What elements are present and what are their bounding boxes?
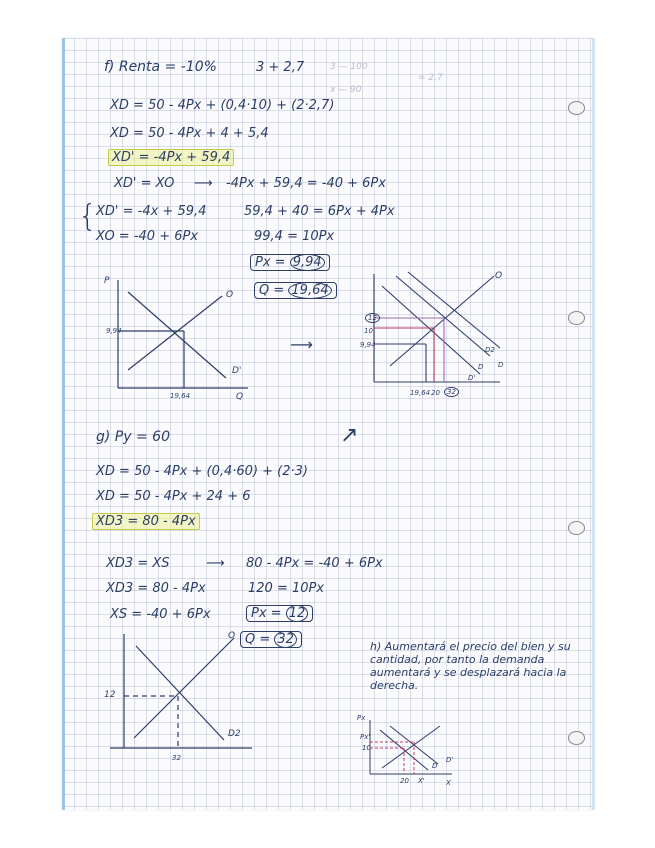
- g-step-1: 120 = 10Px: [248, 581, 325, 596]
- system-brace: {: [78, 199, 98, 234]
- faint-result: = 2,7: [418, 73, 443, 83]
- g-graph: [106, 630, 256, 762]
- h-graph-y10-label: 10: [362, 744, 371, 752]
- h-graph-x20-label: 20: [400, 777, 409, 785]
- demand-line: [136, 646, 224, 740]
- binder-hole: [568, 311, 585, 325]
- g-highlight-demand: XD3 = 80 - 4Px: [92, 513, 200, 530]
- g2-y12-label: 12: [365, 313, 380, 323]
- g-px-result: [246, 605, 313, 622]
- f-q-result: [254, 282, 337, 299]
- h-graph-d1-label: D': [446, 756, 454, 764]
- f-equation-3: [108, 150, 234, 165]
- g-graph-o-label: O: [228, 631, 236, 641]
- g-graph-d2-label: D2: [228, 729, 241, 739]
- binder-hole: [568, 731, 585, 745]
- g2-d2-label: D2: [485, 346, 495, 354]
- g-q-value: 32: [274, 631, 297, 648]
- faint-rule-2: x — 90: [330, 85, 362, 95]
- f-equation-4-right: -4Px + 59,4 = -40 + 6Px: [226, 176, 386, 191]
- f-q-box: Q = 19,64: [254, 282, 337, 299]
- faint-rule-1: 3 — 100: [330, 62, 368, 72]
- g-equation-3: [92, 514, 200, 529]
- h-graph-x1-label: X': [418, 777, 425, 785]
- g-graph-y-tick: 12: [104, 690, 116, 700]
- g2-y10-label: 10: [364, 327, 373, 335]
- h-graph-x-axis: X: [446, 779, 451, 787]
- h-note: h) Aumentará el precio del bien y su cantidad, por tanto la demanda aumentará y se desplazará hacia la derecha.: [370, 640, 571, 692]
- f-equation-4-left: XD' = XO: [114, 176, 175, 191]
- g1-y-tick: 9,94: [106, 327, 122, 335]
- h-graph-d-label: D: [432, 762, 438, 770]
- section-f-heading-calc: 3 + 2,7: [256, 60, 305, 75]
- g-arrow: ⟶: [206, 556, 225, 571]
- f-px-result: [250, 254, 330, 271]
- h-graph-px-axis: Px: [357, 714, 366, 722]
- f-diagonal-arrow: ↗: [340, 423, 359, 448]
- f-graph-2: [362, 270, 512, 405]
- g-system-2: XS = -40 + 6Px: [110, 607, 211, 622]
- f-equation-2: XD = 50 - 4Px + 4 + 5,4: [110, 126, 269, 141]
- margin-line: [62, 38, 65, 810]
- h-graph-px1-label: Px': [360, 733, 371, 741]
- g-graph-x-tick: 32: [172, 754, 181, 762]
- g1-o-label: O: [226, 290, 234, 300]
- g-px-box: Px = 12: [246, 605, 313, 622]
- f-equation-1: XD = 50 - 4Px + (0,4·10) + (2·2,7): [110, 98, 335, 113]
- g1-p-axis-label: P: [104, 276, 110, 286]
- g-px-value: 12: [286, 605, 309, 622]
- binder-hole: [568, 521, 585, 535]
- g1-d-label: D': [232, 366, 242, 376]
- sheet-edge: [592, 38, 595, 810]
- g-equation-2: XD = 50 - 4Px + 24 + 6: [96, 489, 251, 504]
- g1-x-tick: 19,64: [170, 392, 191, 400]
- supply-line: [390, 276, 494, 366]
- g-equation-1: XD = 50 - 4Px + (0,4·60) + (2·3): [96, 464, 308, 479]
- g-q-box: Q = 32: [240, 631, 302, 648]
- section-g-heading: g) Py = 60: [96, 429, 170, 445]
- supply-line: [134, 638, 234, 738]
- g2-y994-label: 9,94: [360, 341, 376, 349]
- f-step-1: 59,4 + 40 = 6Px + 4Px: [244, 204, 395, 219]
- f-system-1: XD' = -4x + 59,4: [96, 204, 207, 219]
- f-step-2: 99,4 = 10Px: [254, 229, 335, 244]
- f-graph-1: [100, 270, 260, 410]
- g2-o-label: O: [495, 271, 503, 281]
- f-px-box: Px = 9,94: [250, 254, 330, 271]
- g2-d-small-label: D: [478, 363, 484, 371]
- g-equation-4-left: XD3 = XS: [106, 556, 170, 571]
- g2-d1-label: D': [468, 374, 476, 382]
- g2-x1964-label: 19,64: [410, 389, 431, 397]
- g1-q-axis-label: Q: [236, 392, 244, 402]
- g-equation-4-right: 80 - 4Px = -40 + 6Px: [246, 556, 383, 571]
- f-connector-arrow: ⟶: [290, 335, 313, 354]
- g2-d-label: D: [498, 361, 504, 369]
- g-system-1: XD3 = 80 - 4Px: [106, 581, 206, 596]
- section-f-heading: f) Renta = -10%: [104, 59, 217, 75]
- f-q-value: 19,64: [288, 282, 331, 299]
- binder-hole: [568, 101, 585, 115]
- f-arrow: ⟶: [194, 176, 213, 191]
- g2-x32-label: 32: [444, 387, 459, 397]
- f-px-value: 9,94: [290, 254, 325, 271]
- h-graph: [362, 716, 472, 786]
- g2-x20-label: 20: [431, 389, 440, 397]
- f-system-2: XO = -40 + 6Px: [96, 229, 199, 244]
- f-highlight-demand: XD' = -4Px + 59,4: [108, 149, 234, 166]
